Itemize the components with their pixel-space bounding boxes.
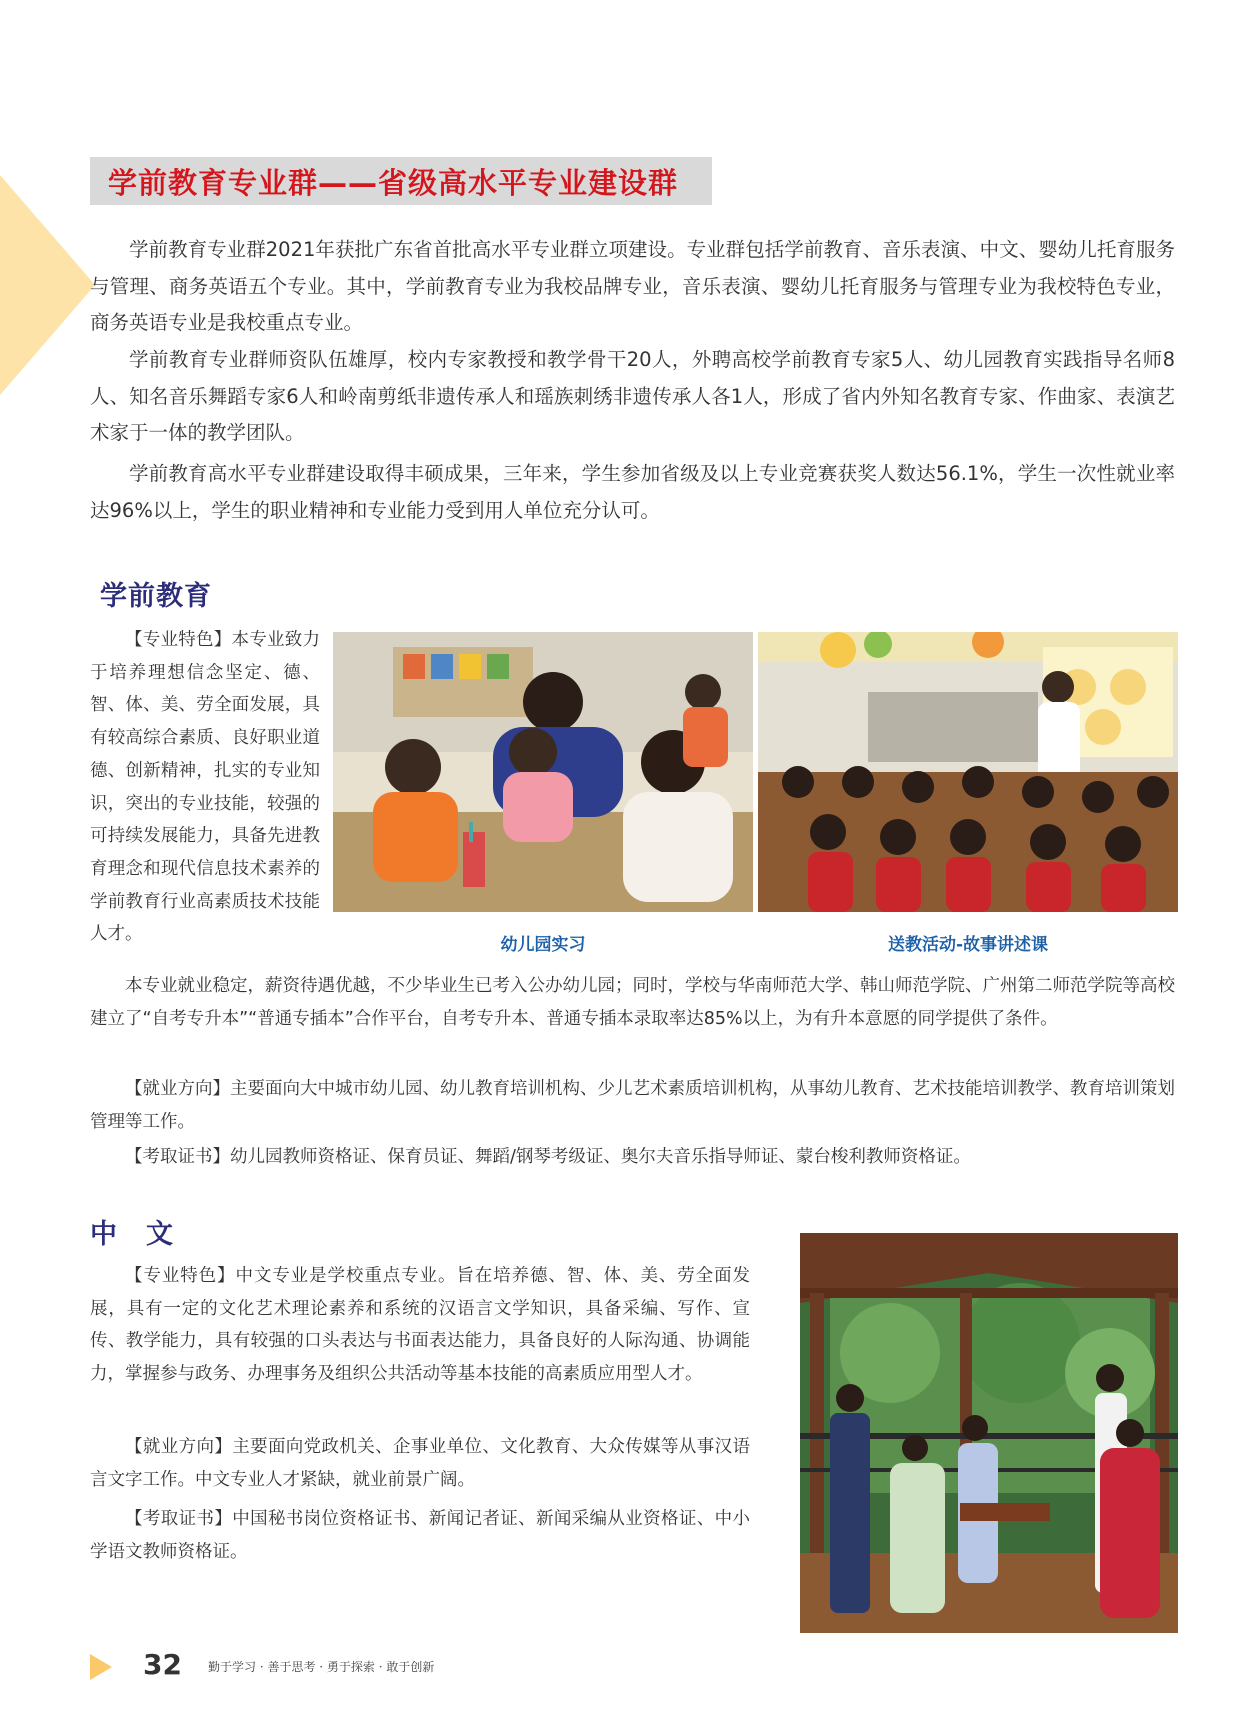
footer-triangle-marker [90,1654,112,1680]
chinese-certs: 【考取证书】中国秘书岗位资格证书、新闻记者证、新闻采编从业资格证、中小学语文教师资格证。 [90,1509,750,1562]
photo-kindergarten-practice [333,632,753,912]
section-title-preschool: 学前教育 [100,581,212,612]
section-banner [90,157,712,205]
intro-paragraph-3: 学前教育高水平专业群建设取得丰硕成果，三年来，学生参加省级及以上专业竞赛获奖人数达56.1%，学生一次性就业率达96%以上，学生的职业精神和专业能力受到用人单位充分认可。 [90,462,1175,522]
preschool-feature-text: 【专业特色】本专业致力于培养理想信念坚定、德、智、体、美、劳全面发展，具有较高综合素质、良好职业道德、创新精神，扎实的专业知识，突出的专业技能，较强的可持续发展能力，具备先进教育理念和现代信息技术素养的学前教育行业高素质技术技能人才。 [90,630,320,945]
intro-paragraph-1: 学前教育专业群2021年获批广东省首批高水平专业群立项建设。专业群包括学前教育、音乐表演、中文、婴幼儿托育服务与管理、商务英语五个专业。其中，学前教育专业为我校品牌专业，音乐表演、婴幼儿托育服务与管理专业为我校特色专业，商务英语专业是我校重点专业。 [90,238,1175,334]
chinese-direction: 【就业方向】主要面向党政机关、企事业单位、文化教育、大众传媒等从事汉语言文字工作。中文专业人才紧缺，就业前景广阔。 [90,1437,750,1490]
intro-paragraph-2: 学前教育专业群师资队伍雄厚，校内专家教授和教学骨干20人，外聘高校学前教育专家5人、幼儿园教育实践指导名师8人、知名音乐舞蹈专家6人和岭南剪纸非遗传承人和瑶族刺绣非遗传承人各1人，形成了省内外知名教育专家、作曲家、表演艺术家于一体的教学团队。 [90,348,1175,444]
caption-storytelling-class: 送教活动-故事讲述课 [887,935,1049,955]
photo-storytelling-class [758,632,1178,912]
decorative-triangle [0,175,95,395]
caption-kindergarten-practice: 幼儿园实习 [500,935,586,955]
chinese-feature-text: 【专业特色】中文专业是学校重点专业。旨在培养德、智、体、美、劳全面发展，具有一定的文化艺术理论素养和系统的汉语言文学知识，具备采编、写作、宣传、教学能力，具有较强的口头表达与书面表达能力，具备良好的人际沟通、协调能力，掌握参与政务、办理事务及组织公共活动等基本技能的高素质应用型人才。 [90,1266,750,1385]
preschool-employment-note: 本专业就业稳定，薪资待遇优越，不少毕业生已考入公办幼儿园；同时，学校与华南师范大学、韩山师范学院、广州第二师范学院等高校建立了“自考专升本”“普通专插本”合作平台，自考专升本、普通专插本录取率达85%以上，为有升本意愿的同学提供了条件。 [90,976,1175,1029]
preschool-direction: 【就业方向】主要面向大中城市幼儿园、幼儿教育培训机构、少儿艺术素质培训机构，从事幼儿教育、艺术技能培训教学、教育培训策划管理等工作。 [90,1079,1175,1132]
banner-title: 学前教育专业群——省级高水平专业建设群 [108,165,679,200]
page-number: 32 [143,1648,182,1681]
preschool-certs: 【考取证书】幼儿园教师资格证、保育员证、舞蹈/钢琴考级证、奥尔夫音乐指导师证、蒙台梭利教师资格证。 [125,1147,971,1167]
footer-slogan: 勤于学习 · 善于思考 · 勇于探索 · 敢于创新 [208,1660,435,1674]
section-title-chinese: 中 文 [90,1219,174,1250]
photo-pavilion-performance [800,1233,1178,1633]
